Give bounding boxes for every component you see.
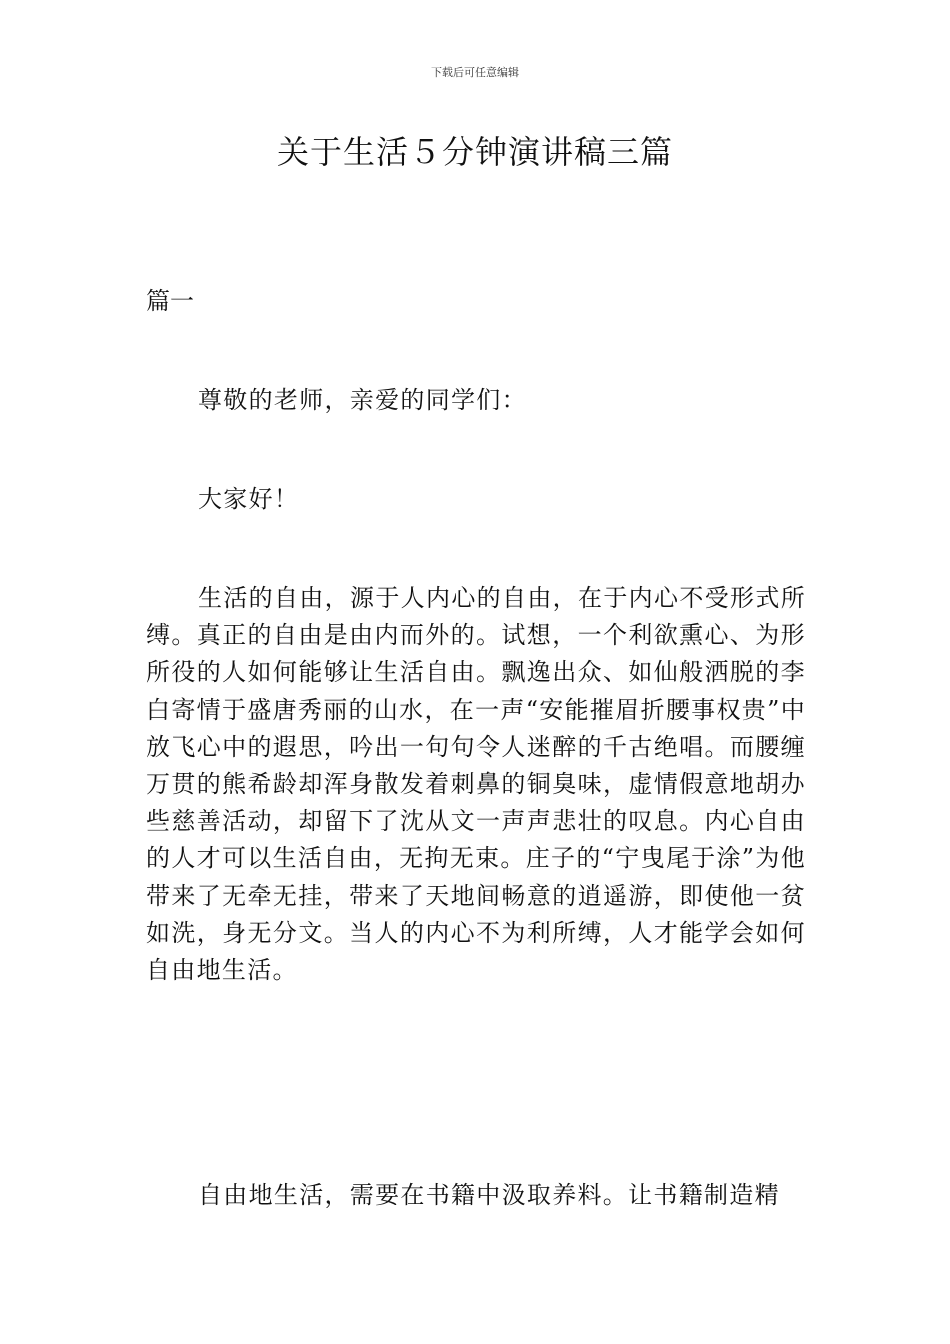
paragraph-greeting: 尊敬的老师，亲爱的同学们： [198, 386, 527, 414]
section-label: 篇一 [146, 287, 194, 315]
paragraph-body: 生活的自由，源于人内心的自由，在于内心不受形式所缚。真正的自由是由内而外的。试想，一个利欲熏心、为形所役的人如何能够让生活自由。飘逸出众、如仙般洒脱的李白寄情于盛唐秀丽的山水，在一声“安能摧眉折腰事权贵”中放飞心中的遐思，吟出一句句令人迷醉的千古绝唱。而腰缠万贯的熊希龄却浑身散发着刺鼻的铜臭味，虚情假意地胡办些慈善活动，却留下了沈从文一声声悲壮的叹息。内心自由的人才可以生活自由，无拘无束。庄子的“宁曳尾于涂”为他带来了无牵无挂，带来了天地间畅意的逍遥游，即使他一贫如洗，身无分文。当人的内心不为利所缚，人才能学会如何自由地生活。 [146, 584, 806, 985]
document-title: 关于生活５分钟演讲稿三篇 [276, 133, 673, 171]
paragraph-body: 自由地生活，需要在书籍中汲取养料。让书籍制造精 [198, 1181, 780, 1209]
header-note: 下载后可任意编辑 [431, 66, 519, 79]
paragraph-hello: 大家好！ [198, 485, 300, 513]
